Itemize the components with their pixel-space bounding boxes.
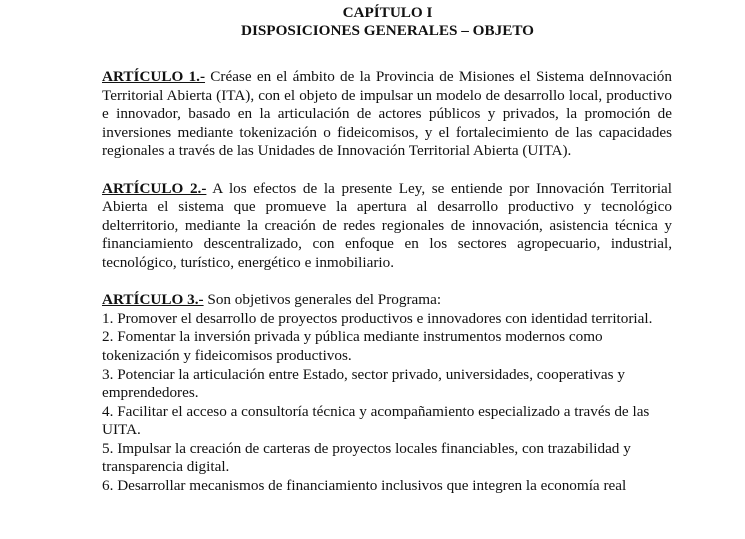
objective-item-5: 5. Impulsar la creación de carteras de proyectos locales financiables, con trazabilidad y transparencia digital. xyxy=(102,439,631,476)
article-2-label: ARTÍCULO 2.- xyxy=(102,179,207,197)
article-2 xyxy=(102,180,672,273)
article-3-text: Son objetivos generales del Programa: xyxy=(203,291,442,309)
article-2-text: A los efectos de la presente Ley, se entiende por Innovación Territorial Abierta el sistema que promueve la apertura al desarrollo productivo y tecnológico delterritorio, mediante la creación de redes regionales de innovación, asistencia técnica y financiamiento descentralizado, con enfoque en los sectores agropecuario, industrial, tecnológico, turístico, energético e inmobiliario. xyxy=(102,179,672,271)
objective-item-2: 2. Fomentar la inversión privada y pública mediante instrumentos modernos como tokenización y fideicomisos productivos. xyxy=(102,328,603,364)
article-1 xyxy=(102,68,672,161)
objective-item-6: 6. Desarrollar mecanismos de financiamiento inclusivos que integren la economía real xyxy=(102,477,627,495)
objective-item-1: 1. Promover el desarrollo de proyectos productivos e innovadores con identidad territorial. xyxy=(102,309,653,327)
article-3-label: ARTÍCULO 3.- xyxy=(102,291,204,309)
article-1-text: Créase en el ámbito de la Provincia de Misiones el Sistema deInnovación Territorial Abierta (ITA), con el objeto de impulsar un modelo de desarrollo local, productivo e innovador, basado en la articulación de actores públicos y privados, la promoción de inversiones mediante tokenización o fideicomisos, y el fortalecimiento de las capacidades regionales a través de las Unidades de Innovación Territorial Abierta (UITA). xyxy=(102,68,672,160)
article-3 xyxy=(102,291,672,310)
chapter-title: CAPÍTULO I xyxy=(342,4,433,21)
objective-item-4-continued: UITA. xyxy=(102,421,141,439)
chapter-subtitle: DISPOSICIONES GENERALES – OBJETO xyxy=(240,22,534,39)
article-1-label: ARTÍCULO 1.- xyxy=(102,68,206,85)
objective-item-4: 4. Facilitar el acceso a consultoría técnica y acompañamiento especializado a través de las xyxy=(102,402,650,420)
objective-item-3: 3. Potenciar la articulación entre Estado, sector privado, universidades, cooperativas y emprendedores. xyxy=(102,365,625,402)
paragraph-gap xyxy=(102,273,672,292)
paragraph-gap xyxy=(102,161,672,180)
document-body xyxy=(102,68,672,496)
